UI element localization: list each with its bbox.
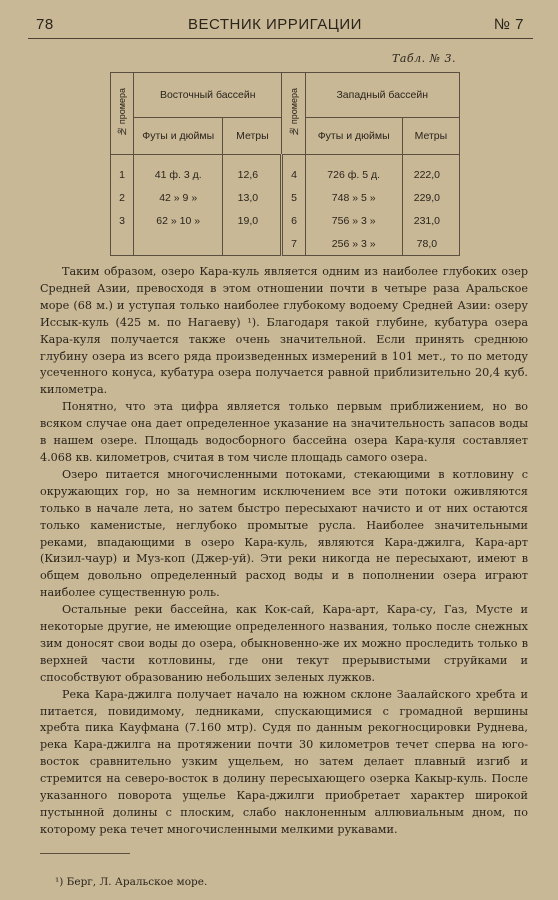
west-basin-header: Западный бассейн <box>305 73 459 118</box>
issue-number: № 7 <box>493 16 524 33</box>
journal-title: ВЕСТНИК ИРРИГАЦИИ <box>188 16 362 33</box>
col-num-east: № промера <box>111 73 134 155</box>
table-row: 1 41 ф. 3 д. 12,6 4 726 ф. 5 д. 222,0 <box>111 155 460 187</box>
paragraph: Остальные реки бассейна, как Кок-сай, Кара-арт, Кара-су, Газ, Мусте и некоторые другие, не имеющие определенного названия, только после снежных зим доносят свои воды до озера, обыкновенно-же их можно проследить только в верхней части котловины, где они текут прерывистыми струйками и способствуют образованию небольших зеленых лужков. <box>40 603 528 684</box>
page-header <box>28 14 528 38</box>
table-caption: Табл. № 3. <box>391 52 456 65</box>
east-meters-header: Метры <box>223 118 282 155</box>
table-row: 2 42 » 9 » 13,0 5 748 » 5 » 229,0 <box>111 186 460 209</box>
footnote: ¹) Берг, Л. Аральское море. <box>55 876 208 888</box>
paragraph: Таким образом, озеро Кара-куль является одним из наиболее глубоких озер Средней Азии, превосходя в этом отношении почти в четыре раза Аральское море (68 м.) и уступая только наиболее глубокому водоему Средней Азии: озеру Иссык-куль (425 м. по Нагаеву) ¹). Благодаря такой глубине, кубатура озера Кара-куля получается также очень значительной. Если принять среднюю глубину озера из всего ряда произведенных измерений в 101 мет., то по методу усеченного конуса, кубатура озера получается равной приблизительно 20,4 куб. километра. <box>40 265 528 397</box>
col-num-west: № промера <box>282 73 305 155</box>
paragraph: Понятно, что эта цифра является только первым приближением, но во всяком случае она дает определенное указание на значительность запасов воды в нашем озере. Площадь водосборного бассейна озера Кара-куля составляет 4.068 кв. километров, считая в том числе площадь самого озера. <box>40 400 528 464</box>
footnote-rule <box>40 853 130 854</box>
depth-table <box>110 72 460 256</box>
table-row: 7 256 » 3 » 78,0 <box>111 232 460 256</box>
west-feet-header: Футы и дюймы <box>305 118 402 155</box>
east-feet-header: Футы и дюймы <box>134 118 223 155</box>
paragraph: Озеро питается многочисленными потоками, стекающими в котловину с окружающих гор, но за немногим исключением все эти потоки оживляются только в начале лета, но затем быстро пересыхают начисто и от них остаются только каменистые, неглубоко промытые русла. Наиболее значительными реками, впадающими в озеро Кара-куль, являются Кара-джилга, Кара-арт (Кизил-чаур) и Муз-коп (Джер-уй). Эти реки никогда не пересыхают, имеют в общем довольно определенный расход воды и в пополнении озера играют наиболее существенную роль. <box>40 467 528 600</box>
west-meters-header: Метры <box>402 118 459 155</box>
article-body <box>40 264 528 839</box>
table-row: 3 62 » 10 » 19,0 6 756 » 3 » 231,0 <box>111 209 460 232</box>
page-number: 78 <box>36 16 54 33</box>
paragraph: Река Кара-джилга получает начало на южном склоне Заалайского хребта и питается, повидимому, ледниками, спускающимися с громадной вершины хребта пика Кауфмана (7.160 мтр). Судя по данным рекогносцировки Руднева, река Кара-джилга на протяжении почти 30 километров течет сперва на юго-восток сравнительно узким ущельем, но затем делает плавный изгиб и стремится на северо-восток в долину пересыхающего озерка Какыр-куль. После указанного поворота ущелье Кара-джилги приобретает характер широкой пустынной долины с плоским, слабо наклоненным аллювиальным дном, по которому река течет многочисленными мелкими рукавами. <box>40 687 528 836</box>
east-basin-header: Восточный бассейн <box>134 73 282 118</box>
header-rule <box>28 38 533 39</box>
